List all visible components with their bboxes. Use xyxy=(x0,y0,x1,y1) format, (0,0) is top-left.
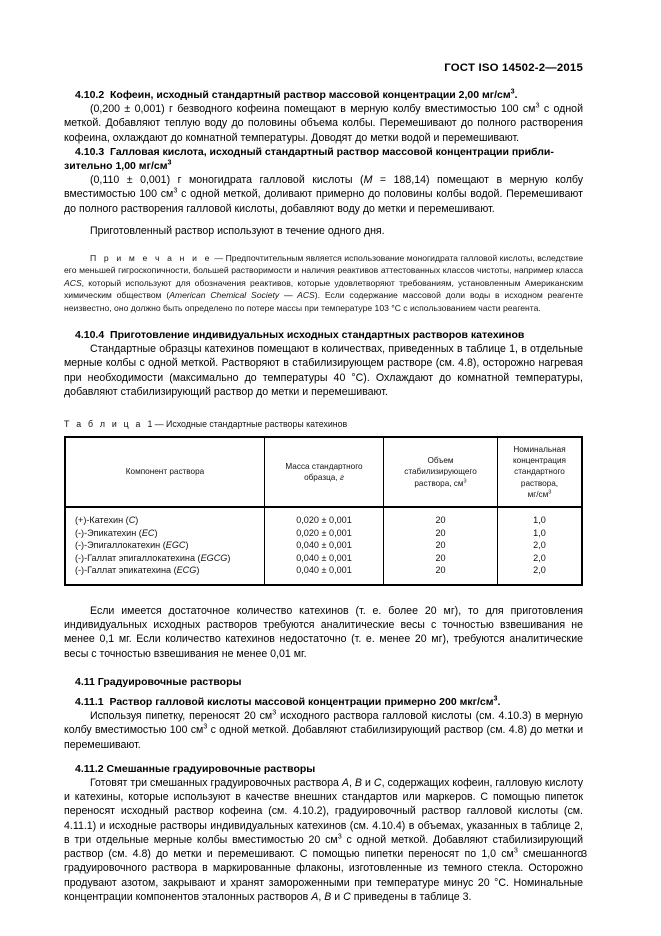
table-col-header-volume xyxy=(384,438,498,507)
cell-component: (-)-Галлат эпикатехина (ECG) xyxy=(66,564,265,584)
table-row xyxy=(66,552,581,565)
paragraph-4-10-3-second: Приготовленный раствор используют в течение одного дня. xyxy=(90,224,385,237)
col-header-line3: $мг/см^3$ xyxy=(527,489,552,500)
cell-concentration: 2,0 xyxy=(498,552,582,565)
heading-4-11-2: 4.11.2 Смешанные градуировочные растворы xyxy=(75,762,316,775)
paragraph-4-10-4: Стандартные образцы катехинов помещают в количествах, приведенных в таблице 1, в отдельные мерные колбы с одной меткой. Растворяют в стабилизирующем растворе (см. 4.8), осторожно нагревая при необходимости (максимально до температуры 40 °С). Охлаждают до комнатной температуры, добавляют стабилизирующий раствор до метки и перемешивают. xyxy=(64,343,583,398)
col-header-line2: стабилизирующего xyxy=(404,467,477,477)
heading-4-10-4: 4.10.4 Приготовление индивидуальных исходных стандартных растворов катехинов xyxy=(75,329,525,342)
table-header-row xyxy=(66,438,581,507)
table-row xyxy=(66,527,581,540)
document-body xyxy=(64,88,583,904)
cell-concentration: 2,0 xyxy=(498,564,582,584)
cell-mass: 0,040 ± 0,001 xyxy=(265,539,384,552)
paragraph-4-11-1: Используя пипетку, переносят 20 $см^3$ исходного раствора галловой кислоты (см. 4.10.3) в мерную колбу вместимостью 100 $см^3$ с одной меткой. Добавляют стабилизирующий раствор (см. 4.8) до метки и перемешивают. xyxy=(64,707,584,751)
paragraph-4-10-2: (0,200 ± 0,001) г безводного кофеина помещают в мерную колбу вместимостью 100 $см^3$ с одной меткой. Добавляют теплую воду до половины объема колбы. Перемешивают до полного растворения кофеина, охлаждают до комнатной температуры. Доводят до метки водой и перемешивают. xyxy=(64,100,583,144)
table-col-header-mass xyxy=(265,438,384,507)
paragraph-4-11-2: Готовят три смешанных градуировочных раствора A, B и C, содержащих кофеин, галловую кислоту и катехины, которые используют в качестве внешних стандартов или маркеров. С помощью пипеток переносят исходный раствор кофеина (см. 4.10.2), градуировочный раствор галловой кислоты (см. 4.11.1) и исходные растворы индивидуальных катехинов (см. 4.10.4) в объемах, указанных в таблице 2, в три отдельные мерные колбы вместимостью 20 $см^3$ с одной меткой. Добавляют стабилизирующий раствор (см. 4.8) до метки и перемешивают. С помощью пипетки переносят по 1,0 $см^3$ смешанного градуировочного раствора в маркированные флаконы, изготовленные из темного стекла. Осторожно продувают азотом, закрывают и хранят замороженными при температуре минус 20 °С. Номинальные концентрации компонентов эталонных растворов A, B и C приведены в таблице 3. xyxy=(64,777,583,903)
col-header-line2: образца, г xyxy=(304,473,344,483)
cell-concentration: 2,0 xyxy=(498,539,582,552)
cell-mass: 0,020 ± 0,001 xyxy=(265,507,384,527)
table-body xyxy=(66,507,581,584)
table-1-caption xyxy=(64,419,583,429)
page-header-standard-number: ГОСТ ISO 14502-2—2015 xyxy=(444,62,583,74)
col-header-line1: Компонент раствора xyxy=(125,467,205,477)
cell-volume: 20 xyxy=(384,564,498,584)
table-1 xyxy=(64,436,583,586)
table-col-header-component xyxy=(66,438,265,507)
cell-volume: 20 xyxy=(384,539,498,552)
table-caption-number: 1 xyxy=(147,419,153,430)
col-header-line1: Объем xyxy=(427,455,454,465)
col-header-line3: раствора, $см^3$ xyxy=(414,478,467,488)
cell-volume: 20 xyxy=(384,527,498,540)
page-number: 3 xyxy=(581,849,587,860)
cell-mass: 0,020 ± 0,001 xyxy=(265,527,384,540)
cell-component: (+)-Катехин (C) xyxy=(66,507,265,527)
heading-4-11-1: 4.11.1 Раствор галловой кислоты массовой концентрации примерно 200 мкг/$см^3$. xyxy=(75,694,501,709)
cell-component: (-)-Эпикатехин (EC) xyxy=(66,527,265,540)
table-caption-text: — Исходные стандартные растворы катехинов xyxy=(154,419,348,430)
table-col-header-concentration xyxy=(498,438,582,507)
heading-4-10-3-line1: 4.10.3 Галловая кислота, исходный стандартный раствор массовой концентрации прибли- xyxy=(75,145,554,158)
cell-concentration: 1,0 xyxy=(498,527,582,540)
table-row xyxy=(66,564,581,584)
table-row xyxy=(66,507,581,527)
heading-4-10-2: 4.10.2 Кофеин, исходный стандартный раствор массовой концентрации 2,00 $мг/см^3$. xyxy=(75,87,518,101)
heading-4-11: 4.11 Градуировочные растворы xyxy=(75,675,242,688)
heading-4-10-3-line2: зительно 1,00 $мг/см^3$ xyxy=(64,158,172,173)
cell-concentration: 1,0 xyxy=(498,507,582,527)
cell-mass: 0,040 ± 0,001 xyxy=(265,552,384,565)
table-caption-label: Т а б л и ц а xyxy=(64,419,143,430)
col-header-line2: стандартного раствора, xyxy=(514,467,565,488)
table-row xyxy=(66,539,581,552)
note-4-10-3: П р и м е ч а н и е — Предпочтительным является использование моногидрата галловой кислоты, вследствие его меньшей гигроскопичности, большей растворимости и наличия реактивов аттестованных классов чистоты, например класса ACS, который используют для обозначения реактивов, которые удовлетворяют требованиям, установленным Американским химическим обществом (American Chemical Society — ACS). Если содержание массовой доли воды в исходном реагенте неизвестно, оно должно быть определено по потере массы при температуре 103 °С с использованием части реагента. xyxy=(64,253,584,313)
paragraph-4-10-3: (0,110 ± 0,001) г моногидрата галловой кислоты (M = 188,14) помещают в мерную колбу вместимостью 100 $см^3$ с одной меткой, доливают примерно до половины колбы водой. Перемешивают до полного растворения галловой кислоты, добавляют воду до метки и перемешивают. xyxy=(64,174,584,215)
cell-mass: 0,040 ± 0,001 xyxy=(265,564,384,584)
cell-volume: 20 xyxy=(384,552,498,565)
col-header-line1: Номинальная концентрация xyxy=(513,444,566,465)
paragraph-after-table: Если имеется достаточное количество катехинов (т. е. более 20 мг), то для приготовления индивидуальных исходных растворов требуются аналитические весы с точностью взвешивания не менее 0,1 мг. Если количество катехинов недостаточно (т. е. менее 20 мг), требуются аналитические весы с точностью взвешивания не менее 0,01 мг. xyxy=(64,605,583,660)
cell-volume: 20 xyxy=(384,507,498,527)
cell-component: (-)-Галлат эпигаллокатехина (EGCG) xyxy=(66,552,265,565)
col-header-line1: Масса стандартного xyxy=(285,461,363,471)
cell-component: (-)-Эпигаллокатехин (EGC) xyxy=(66,539,265,552)
